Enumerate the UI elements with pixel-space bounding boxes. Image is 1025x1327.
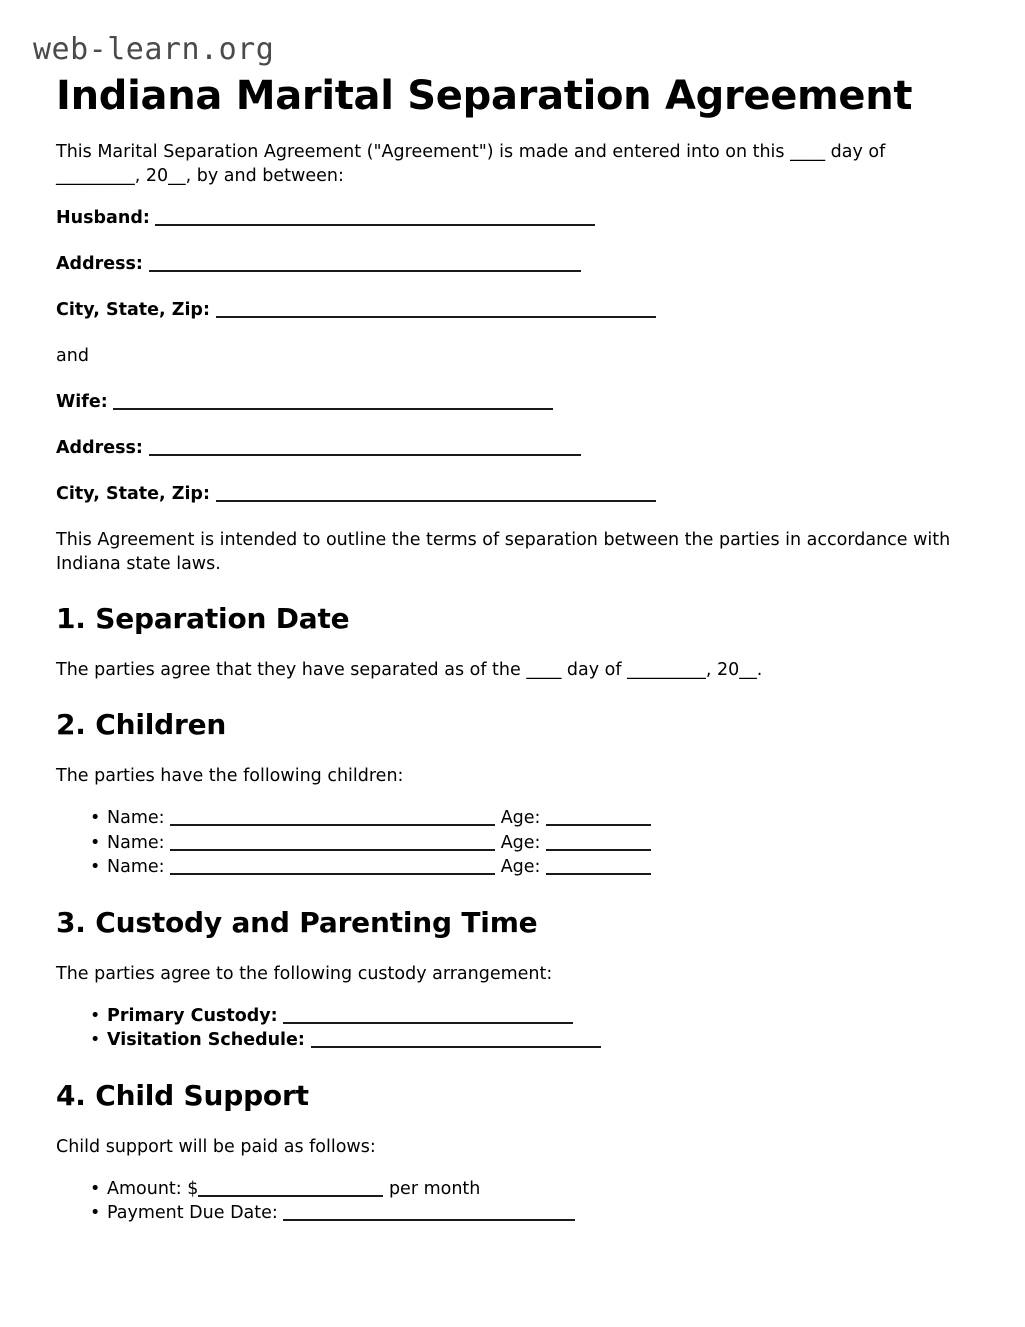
field-husband-address-blank[interactable] bbox=[149, 253, 581, 272]
purpose-paragraph: This Agreement is intended to outline the terms of separation between the parties in accordance with Indiana state laws. bbox=[56, 530, 951, 574]
list-item bbox=[56, 1028, 956, 1053]
visitation-schedule-label: Visitation Schedule: bbox=[107, 1030, 305, 1050]
section-heading-child-support: 4. Child Support bbox=[56, 1078, 309, 1112]
field-husband-city bbox=[56, 298, 956, 322]
amount-label: Amount: $ bbox=[107, 1178, 199, 1199]
child-name-blank[interactable] bbox=[170, 856, 495, 875]
list-item bbox=[56, 1004, 956, 1029]
field-wife-address bbox=[56, 436, 956, 460]
field-husband-label: Husband: bbox=[56, 208, 150, 228]
custody-list bbox=[56, 1004, 956, 1053]
child-name-blank[interactable] bbox=[170, 832, 495, 851]
list-item bbox=[56, 806, 956, 831]
child-age-blank[interactable] bbox=[546, 856, 651, 875]
field-husband-city-blank[interactable] bbox=[216, 299, 656, 318]
field-wife-city-blank[interactable] bbox=[216, 483, 656, 502]
amount-suffix: per month bbox=[388, 1178, 481, 1199]
field-husband-city-label: City, State, Zip: bbox=[56, 300, 210, 320]
section-heading-custody: 3. Custody and Parenting Time bbox=[56, 905, 538, 939]
payment-due-date-blank[interactable] bbox=[283, 1202, 575, 1221]
list-item bbox=[56, 1201, 956, 1226]
page-title: Indiana Marital Separation Agreement bbox=[56, 73, 913, 119]
field-husband bbox=[56, 206, 956, 230]
child-name-label: Name: bbox=[107, 832, 165, 853]
section-body-children: The parties have the following children: bbox=[56, 766, 404, 786]
child-age-blank[interactable] bbox=[546, 832, 651, 851]
child-name-blank[interactable] bbox=[170, 807, 495, 826]
site-brand-label: web-learn.org bbox=[33, 32, 275, 67]
child-name-label: Name: bbox=[107, 857, 165, 877]
child-age-label: Age: bbox=[500, 832, 541, 853]
field-wife-city bbox=[56, 482, 956, 506]
section-body-separation-date: The parties agree that they have separated as of the ____ day of _________, 20__. bbox=[56, 660, 763, 680]
field-wife-city-label: City, State, Zip: bbox=[56, 484, 210, 504]
intro-paragraph: This Marital Separation Agreement ("Agreement") is made and entered into on this ____ day of _________, 20__, by and between: bbox=[56, 142, 886, 186]
payment-due-date-label: Payment Due Date: bbox=[107, 1203, 278, 1223]
child-support-list bbox=[56, 1177, 956, 1226]
primary-custody-label: Primary Custody: bbox=[107, 1005, 278, 1026]
child-age-label: Age: bbox=[500, 857, 541, 877]
field-wife-label: Wife: bbox=[56, 392, 108, 412]
document-content bbox=[56, 72, 956, 1230]
section-body-custody: The parties agree to the following custody arrangement: bbox=[56, 963, 553, 984]
primary-custody-blank[interactable] bbox=[283, 1005, 573, 1024]
list-item bbox=[56, 855, 956, 880]
field-wife-blank[interactable] bbox=[113, 391, 553, 410]
list-item bbox=[56, 831, 956, 856]
field-wife-address-label: Address: bbox=[56, 438, 143, 458]
field-husband-blank[interactable] bbox=[155, 207, 595, 226]
section-heading-separation-date: 1. Separation Date bbox=[56, 602, 350, 635]
field-husband-address-label: Address: bbox=[56, 254, 143, 274]
child-age-label: Age: bbox=[500, 808, 541, 828]
field-wife-address-blank[interactable] bbox=[149, 437, 581, 456]
section-body-child-support: Child support will be paid as follows: bbox=[56, 1136, 376, 1157]
child-age-blank[interactable] bbox=[546, 807, 651, 826]
parties-conjunction: and bbox=[56, 346, 89, 366]
visitation-schedule-blank[interactable] bbox=[311, 1029, 601, 1048]
amount-blank[interactable] bbox=[198, 1178, 383, 1197]
child-name-label: Name: bbox=[107, 808, 165, 828]
section-heading-children: 2. Children bbox=[56, 708, 227, 741]
children-list bbox=[56, 806, 956, 880]
field-wife bbox=[56, 390, 956, 414]
field-husband-address bbox=[56, 252, 956, 276]
list-item bbox=[56, 1177, 956, 1202]
